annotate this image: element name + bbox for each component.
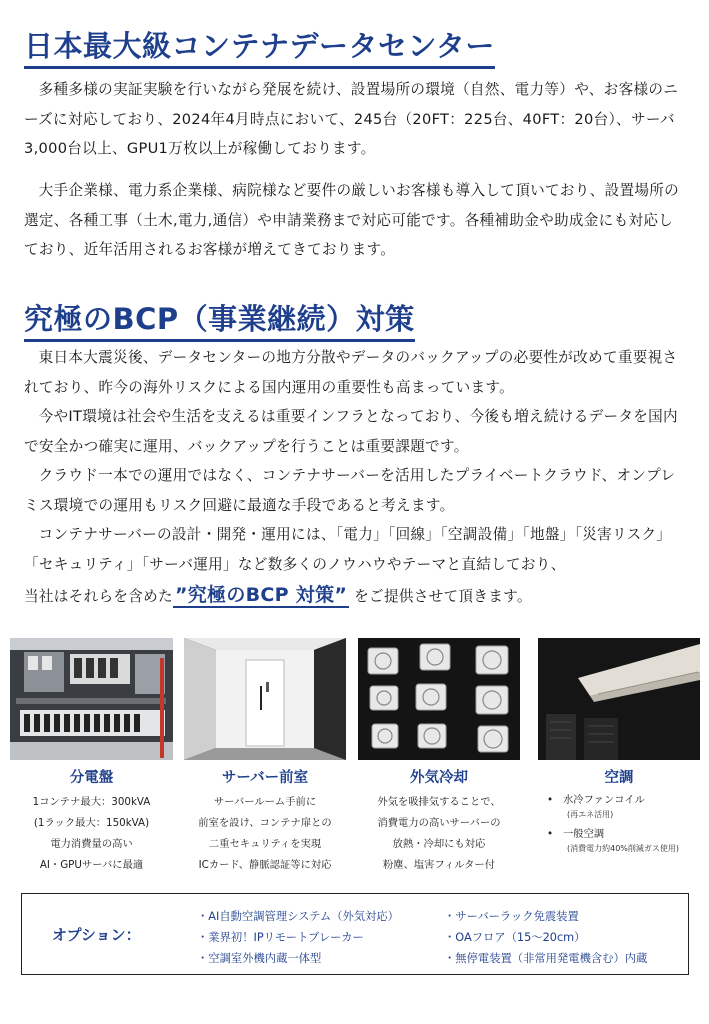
bcp-closing-after: をご提供させて頂きます。 (354, 588, 532, 605)
desc-line: 電力消費量の高い (50, 838, 133, 850)
option-item: ・空調室外機内蔵一体型 (197, 952, 322, 965)
feature-desc-air-conditioning (537, 792, 707, 860)
desc-line: 1コンテナ最大：300kVA (32, 796, 151, 808)
bcp-highlight: ”究極のBCP 対策” (174, 584, 348, 606)
option-item: ・業界初！IPリモートブレーカー (197, 931, 364, 944)
bcp-closing-line (24, 580, 532, 612)
bcp-paragraphs (24, 343, 688, 579)
photo-server-anteroom (184, 638, 346, 760)
feature-desc-distribution-board (10, 792, 173, 876)
feature-desc-server-anteroom (184, 792, 346, 876)
photo-air-conditioning (538, 638, 700, 760)
bullet-item (537, 826, 707, 842)
desc-line: AI・GPUサーバに最適 (39, 859, 144, 871)
feature-title-distribution-board: 分電盤 (69, 770, 114, 786)
bullet-subtext: (消費電力約40%削減ガス使用) (567, 844, 680, 853)
bullet-icon: • (546, 794, 554, 806)
desc-line: 外気を吸排気することで、 (377, 796, 501, 808)
options-box (21, 893, 689, 975)
bcp-paragraph-4: コンテナサーバーの設計・開発・運用には、「電力」「回線」「空調設備」「地盤」「災害リスク」「セキュリティ」「サーバ運用」など数多くのノウハウやテーマと直結しており、 (24, 526, 672, 573)
options-label: オプション： (52, 926, 141, 944)
heading-datacenter: 日本最大級コンテナデータセンター (24, 26, 495, 69)
heading-bcp: 究極のBCP（事業継続）対策 (24, 299, 415, 342)
option-item: ・OAフロア（15～20cm） (444, 931, 586, 944)
bullet-text: 一般空調 (563, 828, 605, 840)
option-item: ・サーバーラック免震装置 (444, 910, 579, 923)
photo-distribution-board (10, 638, 173, 760)
bullet-subtext: (再エネ活用) (567, 810, 614, 819)
desc-line: 前室を設け、コンテナ扉との (198, 817, 332, 829)
option-item: ・無停電装置（非常用発電機含む）内蔵 (444, 952, 648, 965)
bcp-paragraph-1: 東日本大震災後、データセンターの地方分散やデータのバックアップの必要性が改めて重要視されており、昨今の海外リスクによる国内運用の重要性も高まっています。 (24, 349, 678, 396)
bullet-icon: • (546, 828, 554, 840)
feature-title-server-anteroom: サーバー前室 (221, 770, 309, 786)
bcp-closing-before: 当社はそれらを含めた (24, 588, 173, 605)
intro-paragraph-2: 大手企業様、電力系企業様、病院様など要件の厳しいお客様も導入して頂いており、設置場所の選定、各種工事（土木,電力,通信）や申請業務まで対応可能です。各種補助金や助成金にも対応しており、近年活用されるお客様が増えてきております。 (24, 182, 680, 258)
options-column-2 (444, 906, 647, 969)
bullet-text: 水冷ファンコイル (563, 794, 645, 806)
bcp-paragraph-3: クラウド一本での運用ではなく、コンテナサーバーを活用したプライベートクラウド、オンプレミス環境での運用もリスク回避に最適な手段であると考えます。 (24, 467, 676, 514)
feature-title-outside-air-cooling: 外気冷却 (410, 770, 468, 786)
desc-line: ICカード、静脈認証等に対応 (198, 859, 332, 871)
desc-line: 放熱・冷却にも対応 (392, 838, 486, 850)
desc-line: サーバールーム手前に (213, 796, 317, 808)
desc-line: 二重セキュリティを実現 (208, 838, 322, 850)
desc-line: 消費電力の高いサーバーの (377, 817, 501, 829)
intro-paragraph-1: 多種多様の実証実験を行いながら発展を続け、設置場所の環境（自然、電力等）や、お客様のニーズに対応しており、2024年4月時点において、245台（20FT：225台、40FT：20台）、サーバ3,000台以上、GPU1万枚以上が稼働しております。 (24, 81, 679, 157)
option-item: ・AI自動空調管理システム（外気対応） (197, 910, 399, 923)
desc-line: (1ラック最大：150kVA) (33, 817, 150, 829)
bullet-item (537, 792, 707, 808)
photo-outside-air-cooling (358, 638, 520, 760)
options-column-1 (197, 906, 399, 969)
desc-line: 粉塵、塩害フィルター付 (382, 859, 496, 871)
bcp-paragraph-2: 今やIT環境は社会や生活を支えるは重要インフラとなっており、今後も増え続けるデータを国内で安全かつ確実に運用、バックアップを行うことは重要課題です。 (24, 408, 678, 455)
feature-desc-outside-air-cooling (358, 792, 520, 876)
feature-title-air-conditioning: 空調 (604, 770, 634, 786)
